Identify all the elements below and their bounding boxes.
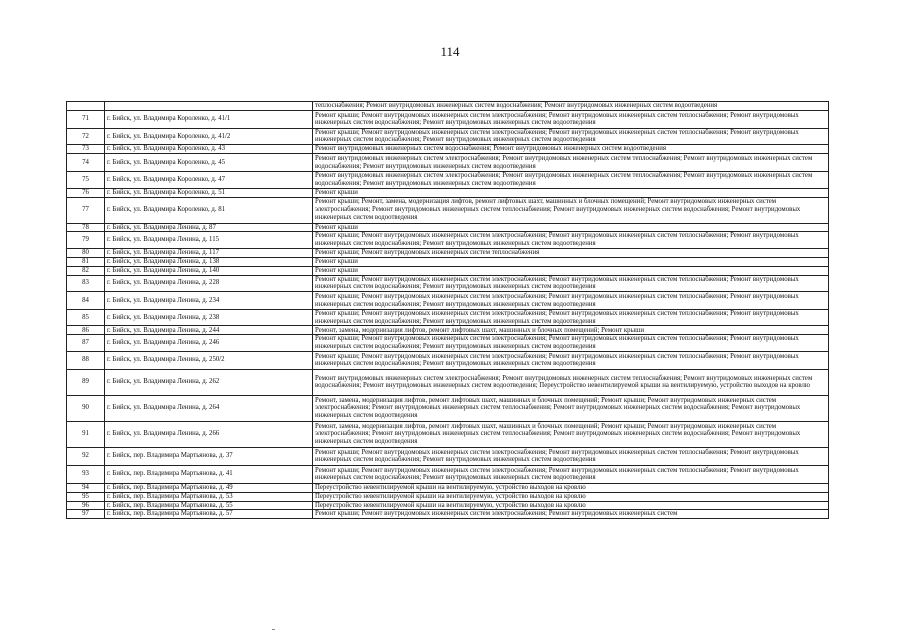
row-number-cell: 89 (67, 369, 105, 395)
row-number-cell: 77 (67, 197, 105, 223)
works-cell: Ремонт крыши; Ремонт внутридомовых инженерных систем электроснабжения; Ремонт внутридомовых инженерных систем теплоснабжения; Ремонт внутридомовых инженерных систем водоснабжения; Ремонт внутридомовых инженерных систем водоотведения (313, 351, 829, 369)
row-number-cell: 90 (67, 395, 105, 421)
row-number-cell: 94 (67, 483, 105, 492)
works-cell: Ремонт крыши; Ремонт внутридомовых инженерных систем электроснабжения; Ремонт внутридомовых инженерных систем (313, 510, 829, 519)
address-cell: г. Бийск, ул. Владимира Ленина, д. 264 (105, 395, 313, 421)
table-row (67, 275, 829, 291)
table-row (67, 501, 829, 510)
works-cell: Ремонт внутридомовых инженерных систем электроснабжения; Ремонт внутридомовых инженерных систем теплоснабжения; Ремонт внутридомовых инженерных систем водоснабжения; Ремонт внутридомовых инженерных систем водоотведения (313, 154, 829, 172)
table-row (67, 257, 829, 266)
table-row (67, 465, 829, 483)
address-cell: г. Бийск, пер. Владимира Мартьянова, д. 41 (105, 465, 313, 483)
row-number-cell: 92 (67, 447, 105, 465)
works-cell: Ремонт крыши; Ремонт внутридомовых инженерных систем теплоснабжения (313, 248, 829, 257)
address-cell: г. Бийск, ул. Владимира Короленко, д. 45 (105, 154, 313, 172)
table-row (67, 492, 829, 501)
works-cell: Ремонт крыши; Ремонт внутридомовых инженерных систем электроснабжения; Ремонт внутридомовых инженерных систем теплоснабжения; Ремонт внутридомовых инженерных систем водоснабжения; Ремонт внутридомовых инженерных систем водоотведения (313, 465, 829, 483)
address-cell: г. Бийск, ул. Владимира Ленина, д. 266 (105, 421, 313, 447)
works-cell: Ремонт внутридомовых инженерных систем электроснабжения; Ремонт внутридомовых инженерных систем теплоснабжения; Ремонт внутридомовых инженерных систем водоснабжения; Ремонт внутридомовых инженерных систем водоотведения (313, 172, 829, 188)
address-cell: г. Бийск, ул. Владимира Ленина, д. 244 (105, 326, 313, 335)
works-cell: Ремонт крыши; Ремонт внутридомовых инженерных систем электроснабжения; Ремонт внутридомовых инженерных систем теплоснабжения; Ремонт внутридомовых инженерных систем водоснабжения; Ремонт внутридомовых инженерных систем водоотведения (313, 275, 829, 291)
address-cell: г. Бийск, пер. Владимира Мартьянова, д. 37 (105, 447, 313, 465)
address-cell: г. Бийск, ул. Владимира Короленко, д. 81 (105, 197, 313, 223)
table-row (67, 447, 829, 465)
works-cell: Ремонт крыши; Ремонт внутридомовых инженерных систем электроснабжения; Ремонт внутридомовых инженерных систем теплоснабжения; Ремонт внутридомовых инженерных систем водоснабжения; Ремонт внутридомовых инженерных систем водоотведения (313, 447, 829, 465)
table-row (67, 110, 829, 128)
address-cell: г. Бийск, пер. Владимира Мартьянова, д. 55 (105, 501, 313, 510)
row-number-cell: 83 (67, 275, 105, 291)
works-cell: Ремонт крыши; Ремонт внутридомовых инженерных систем электроснабжения; Ремонт внутридомовых инженерных систем теплоснабжения; Ремонт внутридомовых инженерных систем водоснабжения; Ремонт внутридомовых инженерных систем водоотведения (313, 110, 829, 128)
row-number-cell: 87 (67, 335, 105, 351)
works-cell: Ремонт крыши (313, 257, 829, 266)
page-number: 114 (440, 44, 460, 59)
row-number-cell: 81 (67, 257, 105, 266)
works-cell: Ремонт крыши; Ремонт внутридомовых инженерных систем электроснабжения; Ремонт внутридомовых инженерных систем теплоснабжения; Ремонт внутридомовых инженерных систем водоснабжения; Ремонт внутридомовых инженерных систем водоотведения (313, 128, 829, 144)
works-cell: Ремонт крыши (313, 223, 829, 232)
works-cell: Ремонт крыши (313, 188, 829, 197)
address-cell: г. Бийск, ул. Владимира Ленина, д. 87 (105, 223, 313, 232)
table-row (67, 232, 829, 248)
row-number-cell: 93 (67, 465, 105, 483)
table-body (67, 102, 829, 519)
row-number-cell: 95 (67, 492, 105, 501)
row-number-cell: 97 (67, 510, 105, 519)
address-cell: г. Бийск, ул. Владимира Ленина, д. 246 (105, 335, 313, 351)
table-row (67, 188, 829, 197)
address-cell: г. Бийск, ул. Владимира Ленина, д. 140 (105, 266, 313, 275)
table-row (67, 326, 829, 335)
table-row (67, 292, 829, 310)
row-number-cell: 96 (67, 501, 105, 510)
table-row (67, 248, 829, 257)
address-cell: г. Бийск, пер. Владимира Мартьянова, д. 49 (105, 483, 313, 492)
table-row (67, 172, 829, 188)
row-number-cell: 79 (67, 232, 105, 248)
works-register-table (66, 101, 829, 519)
address-cell: г. Бийск, ул. Владимира Короленко, д. 41/1 (105, 110, 313, 128)
address-cell: г. Бийск, ул. Владимира Ленина, д. 250/2 (105, 351, 313, 369)
row-number-cell: 82 (67, 266, 105, 275)
row-number-cell: 74 (67, 154, 105, 172)
address-cell: г. Бийск, пер. Владимира Мартьянова, д. 53 (105, 492, 313, 501)
works-cell: Переустройство невентилируемой крыши на вентилируемую, устройство выходов на кровлю (313, 492, 829, 501)
address-cell: г. Бийск, ул. Владимира Ленина, д. 117 (105, 248, 313, 257)
row-number-cell: 91 (67, 421, 105, 447)
works-cell: Ремонт крыши; Ремонт внутридомовых инженерных систем электроснабжения; Ремонт внутридомовых инженерных систем теплоснабжения; Ремонт внутридомовых инженерных систем водоснабжения; Ремонт внутридомовых инженерных систем водоотведения (313, 310, 829, 326)
row-number-cell: 76 (67, 188, 105, 197)
table-row (67, 421, 829, 447)
table-row (67, 369, 829, 395)
table-row (67, 395, 829, 421)
address-cell: г. Бийск, ул. Владимира Короленко, д. 47 (105, 172, 313, 188)
row-number-cell: 71 (67, 110, 105, 128)
row-number-cell: 72 (67, 128, 105, 144)
works-cell: Ремонт, замена, модернизация лифтов, ремонт лифтовых шахт, машинных и блочных помещений; Ремонт крыши; Ремонт внутридомовых инженерных систем электроснабжения; Ремонт внутридомовых инженерных систем теплоснабжения; Ремонт внутридомовых инженерных систем водоснабжения; Ремонт внутридомовых инженерных систем водоотведения (313, 395, 829, 421)
table-row (67, 128, 829, 144)
table-row (67, 483, 829, 492)
works-cell: Ремонт, замена, модернизация лифтов, ремонт лифтовых шахт, машинных и блочных помещений; Ремонт крыши; Ремонт внутридомовых инженерных систем электроснабжения; Ремонт внутридомовых инженерных систем теплоснабжения; Ремонт внутридомовых инженерных систем водоснабжения; Ремонт внутридомовых инженерных систем водоотведения (313, 421, 829, 447)
row-number-cell: 78 (67, 223, 105, 232)
table-row (67, 223, 829, 232)
table-row (67, 197, 829, 223)
works-cell: Ремонт, замена, модернизация лифтов, ремонт лифтовых шахт, машинных и блочных помещений; Ремонт крыши (313, 326, 829, 335)
row-number-cell: 84 (67, 292, 105, 310)
table-row (67, 310, 829, 326)
works-cell: Ремонт внутридомовых инженерных систем водоснабжения; Ремонт внутридомовых инженерных систем водоотведения (313, 145, 829, 154)
row-number-cell: 75 (67, 172, 105, 188)
row-number-cell: 88 (67, 351, 105, 369)
works-cell: теплоснабжения; Ремонт внутридомовых инженерных систем водоснабжения; Ремонт внутридомовых инженерных систем водоотведения (313, 102, 829, 111)
address-cell: г. Бийск, ул. Владимира Короленко, д. 43 (105, 145, 313, 154)
table-row (67, 266, 829, 275)
table-row (67, 335, 829, 351)
works-cell: Ремонт крыши; Ремонт внутридомовых инженерных систем электроснабжения; Ремонт внутридомовых инженерных систем теплоснабжения; Ремонт внутридомовых инженерных систем водоснабжения; Ремонт внутридомовых инженерных систем водоотведения (313, 335, 829, 351)
scan-artifact (272, 629, 275, 630)
row-number-cell: 86 (67, 326, 105, 335)
works-cell: Ремонт внутридомовых инженерных систем электроснабжения; Ремонт внутридомовых инженерных систем теплоснабжения; Ремонт внутридомовых инженерных систем водоснабжения; Ремонт внутридомовых инженерных систем водоотведения; Переустройство невентилируемой крыши на вентилируемую, устройство выходов на кровлю (313, 369, 829, 395)
address-cell: г. Бийск, пер. Владимира Мартьянова, д. 57 (105, 510, 313, 519)
row-number-cell: 85 (67, 310, 105, 326)
row-number-cell: 73 (67, 145, 105, 154)
table-row (67, 102, 829, 111)
address-cell: г. Бийск, ул. Владимира Ленина, д. 238 (105, 310, 313, 326)
works-cell: Ремонт крыши; Ремонт, замена, модернизация лифтов, ремонт лифтовых шахт, машинных и блочных помещений; Ремонт внутридомовых инженерных систем электроснабжения; Ремонт внутридомовых инженерных систем теплоснабжения; Ремонт внутридомовых инженерных систем водоснабжения; Ремонт внутридомовых инженерных систем водоотведения (313, 197, 829, 223)
works-cell: Переустройство невентилируемой крыши на вентилируемую, устройство выходов на кровлю (313, 483, 829, 492)
address-cell: г. Бийск, ул. Владимира Короленко, д. 41/2 (105, 128, 313, 144)
address-cell: г. Бийск, ул. Владимира Ленина, д. 138 (105, 257, 313, 266)
address-cell: г. Бийск, ул. Владимира Ленина, д. 228 (105, 275, 313, 291)
works-cell: Переустройство невентилируемой крыши на вентилируемую, устройство выходов на кровлю (313, 501, 829, 510)
address-cell: г. Бийск, ул. Владимира Короленко, д. 51 (105, 188, 313, 197)
address-cell: г. Бийск, ул. Владимира Ленина, д. 234 (105, 292, 313, 310)
row-number-cell (67, 102, 105, 111)
table-row (67, 351, 829, 369)
address-cell (105, 102, 313, 111)
table-row (67, 145, 829, 154)
table-row (67, 510, 829, 519)
works-cell: Ремонт крыши (313, 266, 829, 275)
address-cell: г. Бийск, ул. Владимира Ленина, д. 262 (105, 369, 313, 395)
address-cell: г. Бийск, ул. Владимира Ленина, д. 115 (105, 232, 313, 248)
row-number-cell: 80 (67, 248, 105, 257)
table-row (67, 154, 829, 172)
works-cell: Ремонт крыши; Ремонт внутридомовых инженерных систем электроснабжения; Ремонт внутридомовых инженерных систем теплоснабжения; Ремонт внутридомовых инженерных систем водоснабжения; Ремонт внутридомовых инженерных систем водоотведения (313, 292, 829, 310)
works-cell: Ремонт крыши; Ремонт внутридомовых инженерных систем электроснабжения; Ремонт внутридомовых инженерных систем теплоснабжения; Ремонт внутридомовых инженерных систем водоснабжения; Ремонт внутридомовых инженерных систем водоотведения (313, 232, 829, 248)
